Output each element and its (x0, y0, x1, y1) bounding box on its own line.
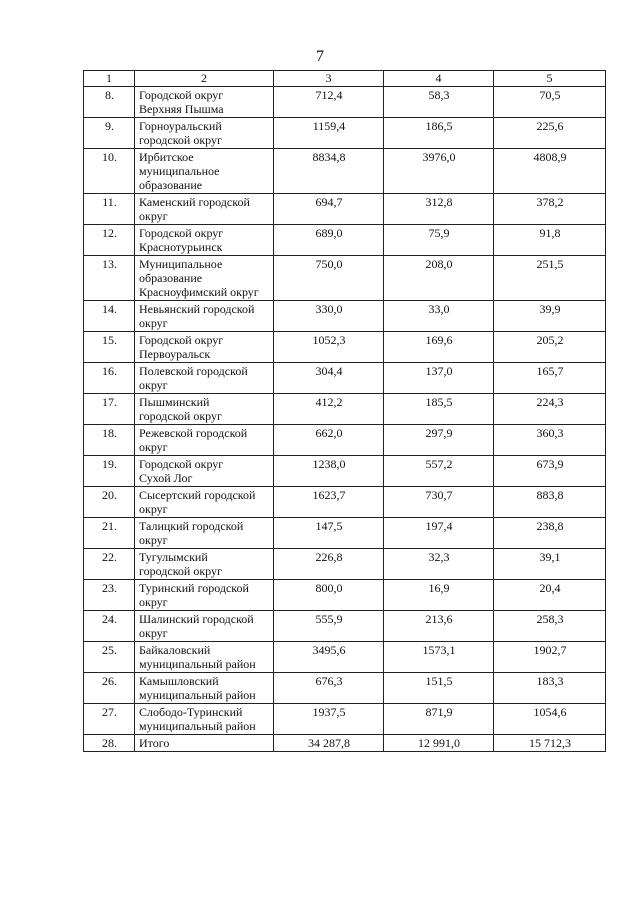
value-cell-c4: 186,5 (384, 118, 494, 149)
table-row (84, 225, 606, 256)
table-row (84, 118, 606, 149)
table-row (84, 673, 606, 704)
municipality-name-line: муниципальный район (139, 719, 256, 733)
municipality-name-line: округ (139, 626, 168, 640)
row-number: 17. (84, 394, 135, 425)
value-cell-c4: 32,3 (384, 549, 494, 580)
row-number: 28. (84, 735, 135, 752)
municipality-name-line: Сысертский городской (139, 488, 256, 502)
municipality-name-line: Городской округ (139, 88, 224, 102)
row-number: 19. (84, 456, 135, 487)
row-number: 15. (84, 332, 135, 363)
value-cell-c4: 16,9 (384, 580, 494, 611)
row-number: 24. (84, 611, 135, 642)
municipality-name (135, 456, 274, 487)
municipality-name-line: городской округ (139, 133, 222, 147)
table-row (84, 642, 606, 673)
table-row (84, 704, 606, 735)
municipality-name-line: округ (139, 502, 168, 516)
municipality-name (135, 735, 274, 752)
row-number: 27. (84, 704, 135, 735)
municipality-name (135, 194, 274, 225)
municipality-name-line: Камышловский (139, 674, 219, 688)
row-number: 22. (84, 549, 135, 580)
row-number: 23. (84, 580, 135, 611)
value-cell-c5: 20,4 (494, 580, 606, 611)
value-cell-c5: 1054,6 (494, 704, 606, 735)
column-header: 2 (135, 71, 274, 87)
municipality-name (135, 118, 274, 149)
row-number: 13. (84, 256, 135, 301)
municipality-name (135, 363, 274, 394)
value-cell-c5: 70,5 (494, 87, 606, 118)
municipality-name (135, 256, 274, 301)
value-cell-c4: 151,5 (384, 673, 494, 704)
value-cell-c3: 662,0 (274, 425, 384, 456)
value-cell-c3: 689,0 (274, 225, 384, 256)
municipality-name (135, 549, 274, 580)
value-cell-c4: 3976,0 (384, 149, 494, 194)
value-cell-c5: 883,8 (494, 487, 606, 518)
row-number: 21. (84, 518, 135, 549)
municipality-name-line: округ (139, 595, 168, 609)
row-number: 18. (84, 425, 135, 456)
municipality-name-line: образование (139, 271, 203, 285)
municipality-name (135, 87, 274, 118)
value-cell-c3: 750,0 (274, 256, 384, 301)
municipality-name-line: округ (139, 316, 168, 330)
municipality-name-line: Шалинский городской (139, 612, 254, 626)
value-cell-c5: 673,9 (494, 456, 606, 487)
column-header: 5 (494, 71, 606, 87)
municipality-name (135, 149, 274, 194)
row-number: 16. (84, 363, 135, 394)
value-cell-c3: 8834,8 (274, 149, 384, 194)
municipality-name (135, 487, 274, 518)
value-cell-c5: 39,9 (494, 301, 606, 332)
value-cell-c4: 185,5 (384, 394, 494, 425)
value-cell-c3: 712,4 (274, 87, 384, 118)
table-row (84, 363, 606, 394)
municipality-name (135, 425, 274, 456)
municipality-name (135, 518, 274, 549)
table-row (84, 549, 606, 580)
value-cell-c4: 213,6 (384, 611, 494, 642)
value-cell-c4: 312,8 (384, 194, 494, 225)
table-row (84, 394, 606, 425)
municipality-name-line: Байкаловский (139, 643, 211, 657)
table-row (84, 487, 606, 518)
value-cell-c5: 1902,7 (494, 642, 606, 673)
table-row (84, 580, 606, 611)
value-cell-c4: 58,3 (384, 87, 494, 118)
municipality-name-line: Талицкий городской (139, 519, 244, 533)
value-cell-c4: 1573,1 (384, 642, 494, 673)
row-number: 25. (84, 642, 135, 673)
value-cell-c3: 304,4 (274, 363, 384, 394)
municipality-name-line: муниципальный район (139, 688, 256, 702)
municipality-name-line: Слободо-Туринский (139, 705, 243, 719)
data-table (83, 70, 606, 752)
municipality-name-line: округ (139, 533, 168, 547)
municipality-name-line: Невьянский городской (139, 302, 255, 316)
value-cell-c5: 39,1 (494, 549, 606, 580)
municipality-name (135, 332, 274, 363)
value-cell-c4: 33,0 (384, 301, 494, 332)
municipality-name-line: Полевской городской (139, 364, 248, 378)
row-number: 26. (84, 673, 135, 704)
municipality-name-line: Городской округ (139, 457, 224, 471)
municipality-name-line: Краснотурьинск (139, 240, 223, 254)
value-cell-c5: 91,8 (494, 225, 606, 256)
value-cell-c3: 694,7 (274, 194, 384, 225)
value-cell-c3: 1159,4 (274, 118, 384, 149)
value-cell-c3: 34 287,8 (274, 735, 384, 752)
municipality-name (135, 642, 274, 673)
value-cell-c5: 224,3 (494, 394, 606, 425)
table-row (84, 518, 606, 549)
row-number: 11. (84, 194, 135, 225)
municipality-name-line: городской округ (139, 409, 222, 423)
value-cell-c5: 205,2 (494, 332, 606, 363)
municipality-name-line: Каменский городской (139, 195, 250, 209)
value-cell-c3: 1937,5 (274, 704, 384, 735)
municipality-name-line: Пышминский (139, 395, 210, 409)
value-cell-c4: 557,2 (384, 456, 494, 487)
municipality-name-line: Итого (139, 736, 170, 750)
municipality-name-line: Городской округ (139, 226, 224, 240)
municipality-name (135, 301, 274, 332)
value-cell-c5: 183,3 (494, 673, 606, 704)
value-cell-c5: 378,2 (494, 194, 606, 225)
value-cell-c5: 225,6 (494, 118, 606, 149)
municipality-name-line: Режевской городской (139, 426, 248, 440)
municipality-name-line: Ирбитское (139, 150, 194, 164)
value-cell-c5: 165,7 (494, 363, 606, 394)
row-number: 9. (84, 118, 135, 149)
table-row (84, 425, 606, 456)
municipality-name-line: образование (139, 178, 203, 192)
value-cell-c3: 3495,6 (274, 642, 384, 673)
value-cell-c5: 4808,9 (494, 149, 606, 194)
table-row (84, 87, 606, 118)
value-cell-c3: 676,3 (274, 673, 384, 704)
table-row (84, 735, 606, 752)
value-cell-c4: 75,9 (384, 225, 494, 256)
municipality-name-line: округ (139, 440, 168, 454)
table-row (84, 301, 606, 332)
value-cell-c5: 251,5 (494, 256, 606, 301)
value-cell-c3: 147,5 (274, 518, 384, 549)
table-row (84, 611, 606, 642)
value-cell-c5: 258,3 (494, 611, 606, 642)
value-cell-c5: 238,8 (494, 518, 606, 549)
value-cell-c5: 360,3 (494, 425, 606, 456)
column-header: 4 (384, 71, 494, 87)
table-row (84, 332, 606, 363)
value-cell-c3: 330,0 (274, 301, 384, 332)
municipality-name (135, 394, 274, 425)
municipality-name-line: Городской округ (139, 333, 224, 347)
value-cell-c4: 730,7 (384, 487, 494, 518)
municipality-name (135, 580, 274, 611)
value-cell-c3: 555,9 (274, 611, 384, 642)
municipality-name-line: округ (139, 209, 168, 223)
value-cell-c3: 412,2 (274, 394, 384, 425)
value-cell-c4: 169,6 (384, 332, 494, 363)
page-number: 7 (316, 48, 324, 65)
row-number: 20. (84, 487, 135, 518)
municipality-name-line: муниципальный район (139, 657, 256, 671)
municipality-name-line: округ (139, 378, 168, 392)
row-number: 10. (84, 149, 135, 194)
table-row (84, 256, 606, 301)
header-row (84, 71, 606, 87)
table-row (84, 149, 606, 194)
municipality-name-line: Тугулымский (139, 550, 208, 564)
value-cell-c3: 1623,7 (274, 487, 384, 518)
municipality-name (135, 611, 274, 642)
municipality-name-line: Верхняя Пышма (139, 102, 224, 116)
municipality-name-line: Горноуральский (139, 119, 222, 133)
municipality-name-line: муниципальное (139, 164, 220, 178)
column-header: 3 (274, 71, 384, 87)
value-cell-c4: 871,9 (384, 704, 494, 735)
municipality-name-line: Туринский городской (139, 581, 249, 595)
municipality-name (135, 225, 274, 256)
municipality-name-line: Первоуральск (139, 347, 211, 361)
column-header: 1 (84, 71, 135, 87)
row-number: 8. (84, 87, 135, 118)
value-cell-c5: 15 712,3 (494, 735, 606, 752)
municipality-name-line: Красноуфимский округ (139, 285, 259, 299)
value-cell-c4: 208,0 (384, 256, 494, 301)
municipality-name-line: Муниципальное (139, 257, 223, 271)
municipality-name-line: городской округ (139, 564, 222, 578)
value-cell-c3: 226,8 (274, 549, 384, 580)
table-body (84, 87, 606, 752)
row-number: 12. (84, 225, 135, 256)
table-row (84, 456, 606, 487)
value-cell-c4: 197,4 (384, 518, 494, 549)
municipality-name (135, 673, 274, 704)
row-number: 14. (84, 301, 135, 332)
value-cell-c4: 12 991,0 (384, 735, 494, 752)
value-cell-c3: 1238,0 (274, 456, 384, 487)
value-cell-c4: 137,0 (384, 363, 494, 394)
municipality-name (135, 704, 274, 735)
value-cell-c4: 297,9 (384, 425, 494, 456)
value-cell-c3: 1052,3 (274, 332, 384, 363)
value-cell-c3: 800,0 (274, 580, 384, 611)
table-row (84, 194, 606, 225)
municipality-name-line: Сухой Лог (139, 471, 193, 485)
